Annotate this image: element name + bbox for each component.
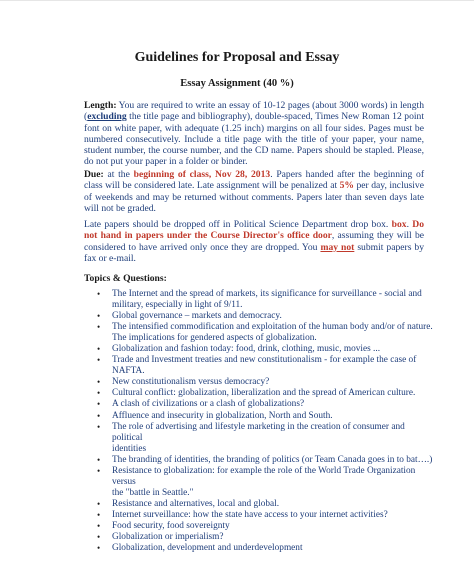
topic-line <box>84 355 436 366</box>
topic-line <box>84 333 436 344</box>
late-text-4: submit papers by fax or e-mail. <box>84 241 425 264</box>
topic-text: the "battle in Seattle." <box>112 487 194 498</box>
topic-text: NAFTA. <box>112 366 145 377</box>
bullet-icon: • <box>97 355 101 366</box>
late-not-hand: Do not hand in papers under the Course Director's office door <box>84 219 425 242</box>
topic-text: Globalization and fashion today: food, drink, clothing, music, movies ... <box>112 344 381 355</box>
bullet-icon: • <box>97 532 101 543</box>
topic-line <box>84 466 436 488</box>
length-text-1: You are required to write an essay of 10-12 pages (about 3000 words) in length ( <box>84 100 424 123</box>
topic-line <box>84 399 436 410</box>
topic-text: identities <box>112 443 147 454</box>
bullet-icon: • <box>97 454 101 465</box>
due-paragraph <box>84 169 424 214</box>
bullet-icon: • <box>97 520 101 531</box>
length-text-2: the title page and bibliography), double-spaced, Times New Roman 12 point font on white paper, with adequate (1.25 inch) margins on all four sides. Pages must be numbered consecutively. Include a title page with the title of your paper, your name, student number, the course number, and the CD name. Papers should be stapled. Please, do not put your paper in a folder or binder. <box>84 111 424 168</box>
bullet-icon: • <box>97 311 101 322</box>
topic-text: Global governance – markets and democracy. <box>112 311 282 322</box>
bullet-icon: • <box>97 498 101 509</box>
topic-line <box>84 366 436 377</box>
bullet-icon: • <box>97 388 101 399</box>
topic-line <box>84 311 436 322</box>
late-box: box <box>391 219 407 230</box>
topic-text: The role of advertising and lifestyle marketing in the creation of consumer and political <box>112 421 405 443</box>
topic-text: Internet surveillance: how the state have access to your internet activities? <box>112 509 388 520</box>
topic-line <box>84 344 436 355</box>
topic-text: Affluence and insecurity in globalization, North and South. <box>112 410 333 421</box>
late-text-1: Late papers should be dropped off in Political Science Department drop box. <box>84 219 392 230</box>
bullet-icon: • <box>97 410 101 421</box>
topic-line <box>84 289 436 300</box>
topic-text: The branding of identities, the branding of politics (or Team Canada goes in to bat….) <box>112 454 433 465</box>
topic-line <box>84 510 436 521</box>
topic-text: Food security, food sovereignty <box>112 520 230 531</box>
document-title: Guidelines for Proposal and Essay <box>134 50 340 65</box>
topics-heading: Topics & Questions: <box>84 273 167 284</box>
topic-line <box>84 322 436 333</box>
topic-line <box>84 444 436 455</box>
document-subtitle: Essay Assignment (40 %) <box>180 78 294 89</box>
bullet-icon: • <box>97 421 101 432</box>
bullet-icon: • <box>97 399 101 410</box>
topic-text: Trade and Investment treaties and new constitutionalism - for example the case of <box>112 355 417 366</box>
topic-text: The intensified commodification and exploitation of the human body and/or of nature. <box>112 322 433 333</box>
length-excluding: excluding <box>87 111 127 123</box>
topic-text: The implications for gendered aspects of globalization. <box>112 333 317 344</box>
length-label: Length: <box>84 100 117 111</box>
topic-line <box>84 388 436 399</box>
topic-text: Cultural conflict: globalization, liberalization and the spread of American culture. <box>112 388 416 399</box>
topic-line <box>84 532 436 543</box>
bullet-icon: • <box>97 509 101 520</box>
due-penalty: 5% <box>339 180 355 192</box>
due-text-1: at the <box>103 169 134 180</box>
due-label: Due: <box>84 169 104 180</box>
due-text-2: . Papers handed after the beginning of class will be considered late. Late assignment will be penalized at <box>84 169 425 192</box>
length-paragraph <box>84 100 424 168</box>
bullet-icon: • <box>97 465 101 476</box>
topic-line <box>84 411 436 422</box>
topic-text: New constitutionalism versus democracy? <box>112 377 270 388</box>
late-text-3: , assuming they will be considered to have arrived only once they are dropped. You <box>84 230 424 253</box>
topic-line <box>84 543 436 554</box>
bullet-icon: • <box>97 344 101 355</box>
late-text-2: . <box>406 219 413 230</box>
topic-line <box>84 377 436 388</box>
bullet-icon: • <box>97 377 101 388</box>
late-paragraph <box>84 219 424 264</box>
topic-text: Resistance to globalization: for example the role of the World Trade Organization versus <box>112 465 416 487</box>
topic-line <box>84 422 436 444</box>
bullet-icon: • <box>97 543 101 554</box>
topic-line <box>84 521 436 532</box>
late-may-not: may not <box>320 241 355 253</box>
due-text-3: per day, inclusive of weekends and may be returned without comments. Papers later than seven days late will not be graded. <box>84 180 424 214</box>
topic-text: Resistance and alternatives, local and global. <box>112 498 280 509</box>
topic-line <box>84 300 436 311</box>
topic-line <box>84 499 436 510</box>
topic-text: military, especially in light of 9/11. <box>112 300 243 311</box>
topics-list <box>84 289 436 554</box>
topic-text: A clash of civilizations or a clash of globalizations? <box>112 399 305 410</box>
topic-line <box>84 488 436 499</box>
topic-text: Globalization or imperialism? <box>112 532 224 543</box>
topic-text: Globalization, development and underdevelopment <box>112 543 303 554</box>
topic-line <box>84 455 436 466</box>
due-date: beginning of class, Nov 28, 2013 <box>133 169 271 180</box>
bullet-icon: • <box>97 289 101 299</box>
topic-text: The Internet and the spread of markets, its significance for surveillance - social and <box>112 289 422 299</box>
bullet-icon: • <box>97 322 101 333</box>
